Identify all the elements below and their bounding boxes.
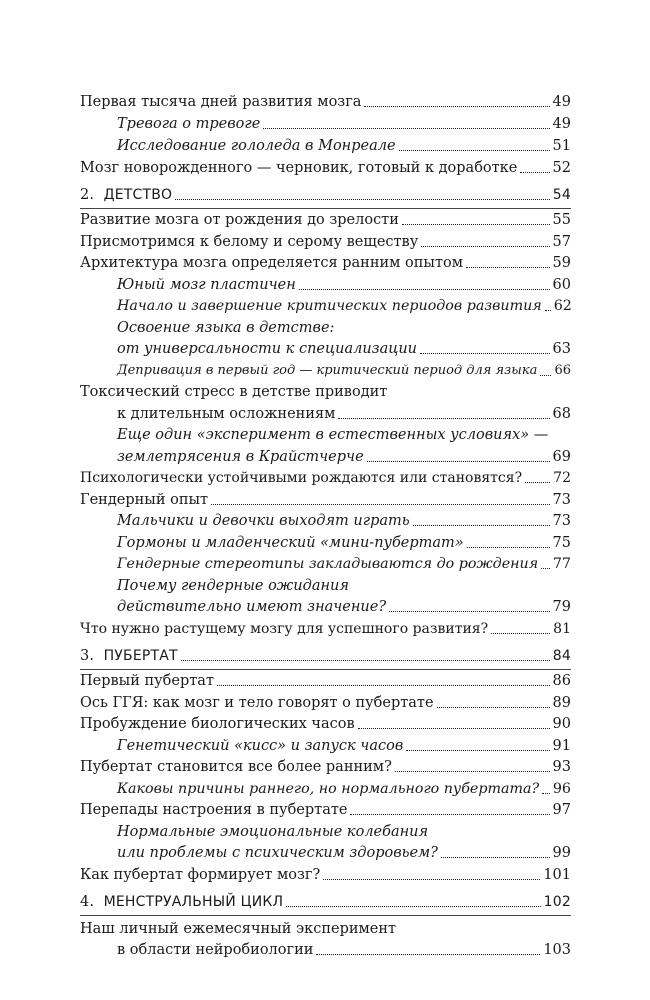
toc-entry[interactable] (80, 254, 571, 272)
toc-entry-title: Гендерный опыт (80, 492, 209, 508)
dot-leader (316, 954, 540, 955)
toc-entry-title: Тревога о тревоге (117, 116, 261, 132)
dot-leader (367, 461, 550, 462)
dot-leader (413, 525, 550, 526)
toc-entry-title: Мальчики и девочки выходят играть (117, 513, 410, 529)
toc-entry[interactable] (80, 469, 571, 487)
toc-entry-title: Гендерные стереотипы закладываются до рождения (117, 556, 539, 572)
toc-entry-title: Исследование гололеда в Монреале (117, 138, 396, 154)
toc-entry-page: 101 (543, 867, 571, 883)
toc-subentry[interactable] (117, 297, 571, 315)
toc-entry-page: 103 (543, 942, 571, 958)
toc-subentry-line1: Нормальные эмоциональные колебания (117, 824, 429, 840)
dot-leader (323, 879, 540, 880)
dot-leader (421, 246, 549, 247)
toc-entry-page: 52 (552, 160, 571, 176)
toc-subentry[interactable] (117, 115, 571, 133)
toc-entry[interactable] (117, 405, 571, 423)
toc-entry[interactable] (80, 672, 571, 690)
toc-entry-page: 73 (552, 492, 571, 508)
toc-subentry-line1: Освоение языка в детстве: (117, 320, 335, 336)
toc-subentry[interactable] (117, 137, 571, 155)
toc-entry-page: 55 (552, 212, 571, 228)
toc-entry-page: 81 (553, 621, 571, 637)
toc-subentry[interactable] (117, 598, 571, 616)
toc-entry-page: 57 (552, 234, 571, 250)
toc-entry-title: действительно имеют значение? (117, 599, 387, 615)
toc-entry-page: 99 (552, 845, 571, 861)
toc-entry-title: Первая тысяча дней развития мозга (80, 94, 362, 110)
toc-entry-page: 96 (552, 781, 571, 797)
toc-chapter-heading[interactable] (80, 647, 571, 665)
chapter-title: МЕНСТРУАЛЬНЫЙ ЦИКЛ (103, 894, 284, 910)
toc-entry-page: 60 (552, 277, 571, 293)
dot-leader (263, 128, 549, 129)
toc-entry-page: 97 (552, 802, 571, 818)
dot-leader (525, 482, 550, 483)
toc-entry-page: 89 (552, 695, 571, 711)
toc-entry-page: 75 (552, 535, 571, 551)
dot-leader (395, 771, 550, 772)
dot-leader (466, 267, 550, 268)
toc-subentry[interactable] (117, 555, 571, 573)
toc-subentry[interactable] (117, 844, 571, 862)
toc-entry[interactable] (80, 694, 571, 712)
toc-entry-title: Перепады настроения в пубертате (80, 802, 348, 818)
toc-entry-title: Психологически устойчивыми рождаются или становятся? (80, 470, 523, 486)
toc-entry[interactable] (80, 93, 571, 111)
toc-entry-title: или проблемы с психическим здоровьем? (117, 845, 438, 861)
toc-entry-title: Развитие мозга от рождения до зрелости (80, 212, 399, 228)
toc-entry-page: 62 (553, 298, 572, 314)
toc-entry-page: 91 (552, 738, 571, 754)
toc-entry[interactable] (80, 233, 571, 251)
dot-leader (299, 289, 550, 290)
toc-entry-title: Ось ГГЯ: как мозг и тело говорят о пубертате (80, 695, 434, 711)
dot-leader (541, 568, 550, 569)
dot-leader (491, 633, 550, 634)
chapter-divider (80, 208, 571, 209)
dot-leader (540, 375, 551, 376)
toc-entry-page: 68 (552, 406, 571, 422)
toc-entry-page: 77 (552, 556, 571, 572)
toc-subentry[interactable] (117, 737, 571, 755)
dot-leader (217, 685, 550, 686)
toc-entry-page: 51 (552, 138, 571, 154)
toc-entry-title: Депривация в первый год — критический период для языка (117, 363, 538, 378)
toc-entry-page: 72 (553, 470, 571, 486)
toc-entry-title: Гормоны и младенческий «мини-пубертат» (117, 535, 464, 551)
toc-entry-page: 93 (552, 759, 571, 775)
toc-subentry[interactable] (117, 362, 571, 380)
chapter-divider (80, 669, 571, 670)
toc-entry-title: к длительным осложнениям (117, 406, 336, 422)
toc-entry[interactable] (80, 715, 571, 733)
dot-leader (441, 857, 550, 858)
dot-leader (467, 547, 550, 548)
dot-leader (358, 728, 550, 729)
dot-leader (437, 707, 550, 708)
toc-entry[interactable] (80, 758, 571, 776)
toc-entry[interactable] (80, 801, 571, 819)
toc-subentry[interactable] (117, 276, 571, 294)
dot-leader (399, 150, 550, 151)
toc-entry[interactable] (80, 620, 571, 638)
toc-entry-page: 84 (552, 648, 571, 664)
dot-leader (389, 611, 549, 612)
toc-subentry-line1: Еще один «эксперимент в естественных условиях» — (117, 427, 549, 443)
toc-subentry[interactable] (117, 340, 571, 358)
toc-chapter-heading[interactable] (80, 893, 571, 911)
dot-leader (542, 793, 550, 794)
toc-entry-title: Как пубертат формирует мозг? (80, 867, 321, 883)
toc-entry-page: 86 (552, 673, 571, 689)
dot-leader (338, 418, 549, 419)
dot-leader (420, 353, 550, 354)
chapter-title: ДЕТСТВО (103, 187, 173, 203)
toc-entry-title: Каковы причины раннего, но нормального пубертата? (117, 781, 540, 797)
toc-entry-page: 102 (543, 894, 571, 910)
toc-entry-title: Присмотримся к белому и серому веществу (80, 234, 419, 250)
toc-entry-page: 66 (554, 363, 571, 378)
toc-entry-page: 59 (552, 255, 571, 271)
toc-entry-title: Мозг новорожденного — черновик, готовый к доработке (80, 160, 518, 176)
dot-leader (350, 814, 549, 815)
toc-subentry[interactable] (117, 512, 571, 530)
toc-subentry[interactable] (117, 448, 571, 466)
dot-leader (364, 106, 549, 107)
toc-entry-title: Первый пубертат (80, 673, 214, 689)
dot-leader (175, 199, 550, 200)
toc-entry-title: Пробуждение биологических часов (80, 716, 355, 732)
toc-entry[interactable] (80, 211, 571, 229)
toc-entry-title: Генетический «кисс» и запуск часов (117, 738, 404, 754)
toc-entry-page: 69 (552, 449, 571, 465)
dot-leader (402, 224, 550, 225)
chapter-number: 2. (80, 187, 95, 203)
dot-leader (181, 660, 550, 661)
toc-entry-title: Начало и завершение критических периодов развития (117, 298, 542, 314)
toc-entry-page: 79 (552, 599, 571, 615)
chapter-number: 3. (80, 648, 95, 664)
dot-leader (406, 750, 549, 751)
toc-entry-title: от универсальности к специализации (117, 341, 418, 357)
chapter-title: ПУБЕРТАТ (103, 648, 178, 664)
toc-subentry[interactable] (117, 534, 571, 552)
toc-entry-title: землетрясения в Крайстчерче (117, 449, 364, 465)
toc-chapter-heading[interactable] (80, 186, 571, 204)
chapter-number: 4. (80, 894, 95, 910)
toc-entry[interactable] (117, 941, 571, 959)
toc-entry-page: 73 (552, 513, 571, 529)
dot-leader (545, 310, 551, 311)
toc-entry-page: 49 (552, 116, 571, 132)
toc-entry-title: в области нейробиологии (117, 942, 314, 958)
toc-entry-page: 90 (552, 716, 571, 732)
toc-entry-page: 54 (552, 187, 571, 203)
toc-entry-title: Что нужно растущему мозгу для успешного развития? (80, 621, 489, 637)
toc-entry[interactable] (80, 159, 571, 177)
toc-subentry-line1: Почему гендерные ожидания (117, 578, 349, 594)
toc-entry-page: 63 (552, 341, 571, 357)
toc-entry-title: Юный мозг пластичен (117, 277, 296, 293)
dot-leader (286, 906, 540, 907)
toc-entry-line1: Токсический стресс в детстве приводит (80, 384, 388, 400)
toc-entry-page: 49 (552, 94, 571, 110)
dot-leader (520, 172, 549, 173)
toc-entry-title: Пубертат становится все более ранним? (80, 759, 392, 775)
toc-entry[interactable] (80, 866, 571, 884)
chapter-divider (80, 915, 571, 916)
toc-entry-title: Архитектура мозга определяется ранним опытом (80, 255, 464, 271)
toc-subentry[interactable] (117, 780, 571, 798)
toc-entry[interactable] (80, 491, 571, 509)
toc-entry-line1: Наш личный ежемесячный эксперимент (80, 921, 397, 937)
dot-leader (211, 504, 549, 505)
